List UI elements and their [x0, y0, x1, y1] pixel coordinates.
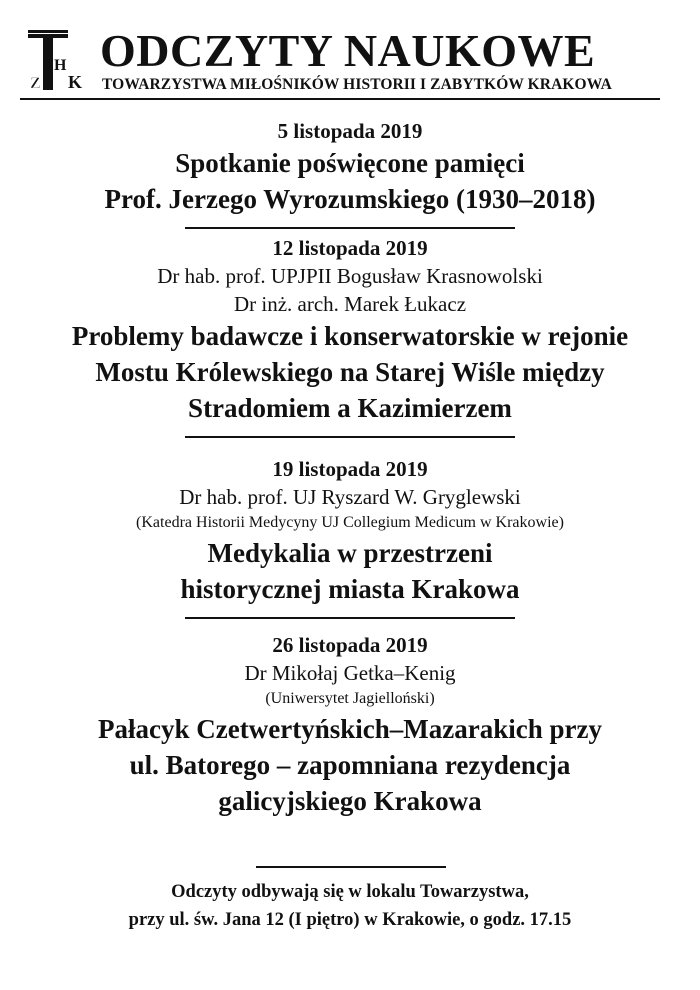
footer-line: przy ul. św. Jana 12 (I piętro) w Krakowie, o godz. 17.15 [128, 910, 572, 930]
footer-note [0, 878, 700, 934]
footer-line: Odczyty odbywają się w lokalu Towarzystwa, [171, 882, 529, 902]
lecture-date: 19 listopada 2019 [272, 457, 428, 481]
lecture-title-line: Spotkanie poświęcone pamięci [175, 148, 525, 178]
lecture-speaker: Dr hab. prof. UJ Ryszard W. Gryglewski [179, 485, 521, 509]
lecture-title-line: Stradomiem a Kazimierzem [188, 393, 512, 423]
logo-letter-h: H [54, 57, 67, 74]
lecture-affiliation: (Uniwersytet Jagielloński) [265, 690, 435, 707]
lecture-date: 26 listopada 2019 [272, 633, 428, 657]
lecture-title-line: historycznej miasta Krakowa [180, 574, 520, 604]
lecture-4 [0, 631, 700, 819]
lecture-title-line: Mostu Królewskiego na Starej Wiśle między [95, 357, 605, 387]
page-subtitle: TOWARZYSTWA MIŁOŚNIKÓW HISTORII I ZABYTKÓW KRAKOWA [102, 76, 612, 93]
logo-letter-z: Z [30, 75, 41, 92]
lecture-divider [185, 227, 515, 229]
society-logo [24, 28, 94, 92]
lecture-date: 5 listopada 2019 [277, 119, 423, 143]
lecture-title-line: Prof. Jerzego Wyrozumskiego (1930–2018) [104, 184, 596, 214]
lecture-1 [0, 117, 700, 229]
lecture-title-line: ul. Batorego – zapomniana rezydencja [129, 750, 571, 780]
header [22, 24, 678, 100]
lecture-speaker: Dr Mikołaj Getka–Kenig [244, 661, 456, 685]
page-title: ODCZYTY NAUKOWE [100, 25, 596, 76]
lecture-affiliation: (Katedra Historii Medycyny UJ Collegium Medicum w Krakowie) [136, 514, 564, 531]
header-divider [20, 98, 660, 100]
lecture-divider [185, 617, 515, 619]
lecture-speaker: Dr hab. prof. UPJPII Bogusław Krasnowolski [157, 264, 543, 288]
lecture-title-line: Problemy badawcze i konserwatorskie w rejonie [71, 321, 629, 351]
lecture-title-line: galicyjskiego Krakowa [218, 786, 482, 816]
logo-letter-k: K [68, 72, 83, 92]
lecture-speaker: Dr inż. arch. Marek Łukacz [233, 292, 467, 316]
footer-divider [256, 866, 446, 868]
lecture-title-line: Pałacyk Czetwertyńskich–Mazarakich przy [98, 714, 602, 744]
lecture-date: 12 listopada 2019 [272, 236, 428, 260]
lecture-title-line: Medykalia w przestrzeni [207, 538, 493, 568]
lecture-3 [0, 455, 700, 619]
lecture-divider [185, 436, 515, 438]
lecture-2 [0, 234, 700, 438]
